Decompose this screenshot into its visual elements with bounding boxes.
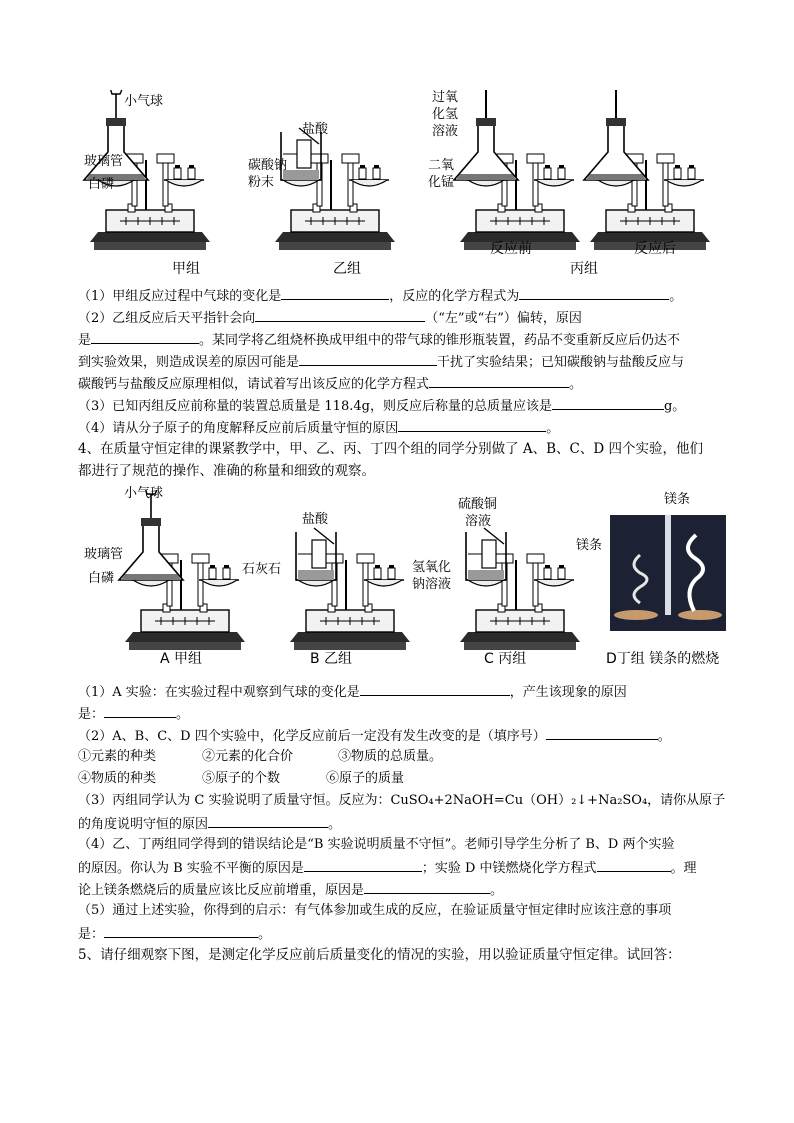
q4-p3-line2: 的角度说明守恒的原因 。 (78, 817, 342, 832)
label-mg-1: 镁条 (664, 492, 691, 507)
label-mno2-1: 二氧 (428, 158, 455, 173)
blank-equation-1[interactable] (519, 287, 669, 300)
label-naoh-2: 钠溶液 (412, 577, 452, 592)
label-cuso4-2: 溶液 (465, 514, 492, 529)
blank-b-reason[interactable] (304, 859, 422, 872)
label-balloon-2: 小气球 (124, 486, 164, 501)
label-naoh-1: 氢氧化 (412, 560, 452, 575)
q4-p1-line2: 是： 。 (78, 707, 190, 722)
q4-intro-2: 都进行了规范的操作、准确的称量和细致的观察。 (78, 463, 375, 479)
q4-p3-line1: （3）丙组同学认为 C 实验说明了质量守恒。反应为：CuSO₄+2NaOH=Cu（OH）₂↓+Na₂SO₄，请你从原子 (78, 793, 726, 808)
label-hcl: 盐酸 (302, 122, 329, 137)
label-mno2-2: 化锰 (428, 175, 455, 190)
label-hcl-2: 盐酸 (302, 512, 329, 527)
blank-mg-reason[interactable] (364, 881, 490, 894)
magnesium-burning-photo (610, 515, 726, 631)
q4-options-1: ①元素的种类 ②元素的化合价 ③物质的总质量。 (78, 749, 443, 764)
q4-p1-line1: （1）A 实验：在实验过程中观察到气球的变化是 ，产生该现象的原因 (78, 685, 627, 700)
q3-line7: （4）请从分子原子的角度解释反应前后质量守恒的原因 。 (78, 421, 560, 436)
blank-balloon-change[interactable] (281, 287, 389, 300)
blank-interference[interactable] (299, 353, 437, 366)
label-cuso4-1: 硫酸铜 (458, 497, 498, 512)
q3-line1: （1）甲组反应过程中气球的变化是 ，反应的化学方程式为 。 (78, 289, 683, 304)
blank-a-reason[interactable] (104, 705, 176, 718)
caption-c: C 丙组 (484, 651, 527, 667)
q3-line5: 碳酸钙与盐酸反应原理相似，请试着写出该反应的化学方程式 。 (78, 377, 583, 392)
blank-a-balloon[interactable] (360, 683, 510, 696)
blank-atom-reason[interactable] (208, 815, 328, 828)
blank-direction[interactable] (255, 309, 425, 322)
q4-p4-line1: （4）乙、丁两组同学得到的错误结论是“B 实验说明质量不守恒”。老师引导学生分析了 B、D 两个实验 (78, 837, 675, 852)
blank-mass[interactable] (552, 397, 664, 410)
caption-before: 反应前 (490, 241, 532, 257)
blank-mg-equation[interactable] (597, 859, 671, 872)
q3-line2: （2）乙组反应后天平指针会向 （“左”或“右”）偏转，原因 (78, 311, 582, 326)
label-h2o2-3: 溶液 (432, 124, 459, 139)
blank-equation-2[interactable] (429, 375, 569, 388)
balance-figure-row1 (80, 90, 720, 250)
label-h2o2-2: 化氢 (432, 107, 459, 122)
q4-p2: （2）A、B、C、D 四个实验中，化学反应前后一定没有发生改变的是（填序号） 。 (78, 729, 671, 744)
q4-p4-line3: 论上镁条燃烧后的质量应该比反应前增重，原因是 。 (78, 883, 504, 898)
q4-p4-line2: 的原因。你认为 B 实验不平衡的原因是 ；实验 D 中镁燃烧化学方程式 。理 (78, 861, 697, 876)
caption-jia: 甲组 (172, 261, 200, 277)
label-white-p-2: 白磷 (88, 571, 115, 586)
caption-b: B 乙组 (310, 651, 353, 667)
label-balloon: 小气球 (124, 94, 164, 109)
q4-p5-line1: （5）通过上述实验，你得到的启示：有气体参加或生成的反应，在验证质量守恒定律时应该注意的事项 (78, 903, 672, 918)
caption-d: D丁组 镁条的燃烧 (606, 651, 720, 667)
blank-unchanged[interactable] (546, 727, 658, 740)
label-h2o2-1: 过氧 (432, 90, 459, 105)
q4-p5-line2: 是： 。 (78, 927, 272, 942)
caption-yi: 乙组 (333, 261, 361, 277)
label-mg-2: 镁条 (576, 538, 603, 553)
label-na2co3-2: 粉末 (248, 175, 275, 190)
q4-options-2: ④物质的种类 ⑤原子的个数 ⑥原子的质量 (78, 771, 405, 786)
label-limestone: 石灰石 (242, 562, 282, 577)
blank-notes[interactable] (104, 925, 258, 938)
q3-line6: （3）已知丙组反应前称量的装置总质量是 118.4g，则反应后称量的总质量应该是 g。 (78, 399, 686, 414)
caption-bing: 丙组 (570, 261, 598, 277)
blank-reason-1[interactable] (91, 331, 199, 344)
label-white-p: 白磷 (88, 177, 115, 192)
label-glass-tube: 玻璃管 (84, 154, 124, 169)
q4-intro-1: 4、在质量守恒定律的课紧教学中，甲、乙、丙、丁四个组的同学分别做了 A、B、C、D 四个实验，他们 (78, 441, 703, 457)
caption-after: 反应后 (634, 241, 676, 257)
caption-a: A 甲组 (160, 651, 203, 667)
q3-line3: 是 。某同学将乙组烧杯换成甲组中的带气球的锥形瓶装置，药品不变重新反应后仍达不 (78, 333, 681, 348)
blank-explanation[interactable] (398, 419, 546, 432)
q5-text: 5、请仔细观察下图，是测定化学反应前后质量变化的情况的实验，用以验证质量守恒定律。试回答： (78, 947, 681, 963)
balance-figure-row2 (80, 490, 603, 650)
q3-line4: 到实验效果，则造成误差的原因可能是 干扰了实验结果；已知碳酸钠与盐酸反应与 (78, 355, 685, 370)
label-na2co3-1: 碳酸钠 (248, 158, 288, 173)
label-glass-tube-2: 玻璃管 (84, 547, 124, 562)
